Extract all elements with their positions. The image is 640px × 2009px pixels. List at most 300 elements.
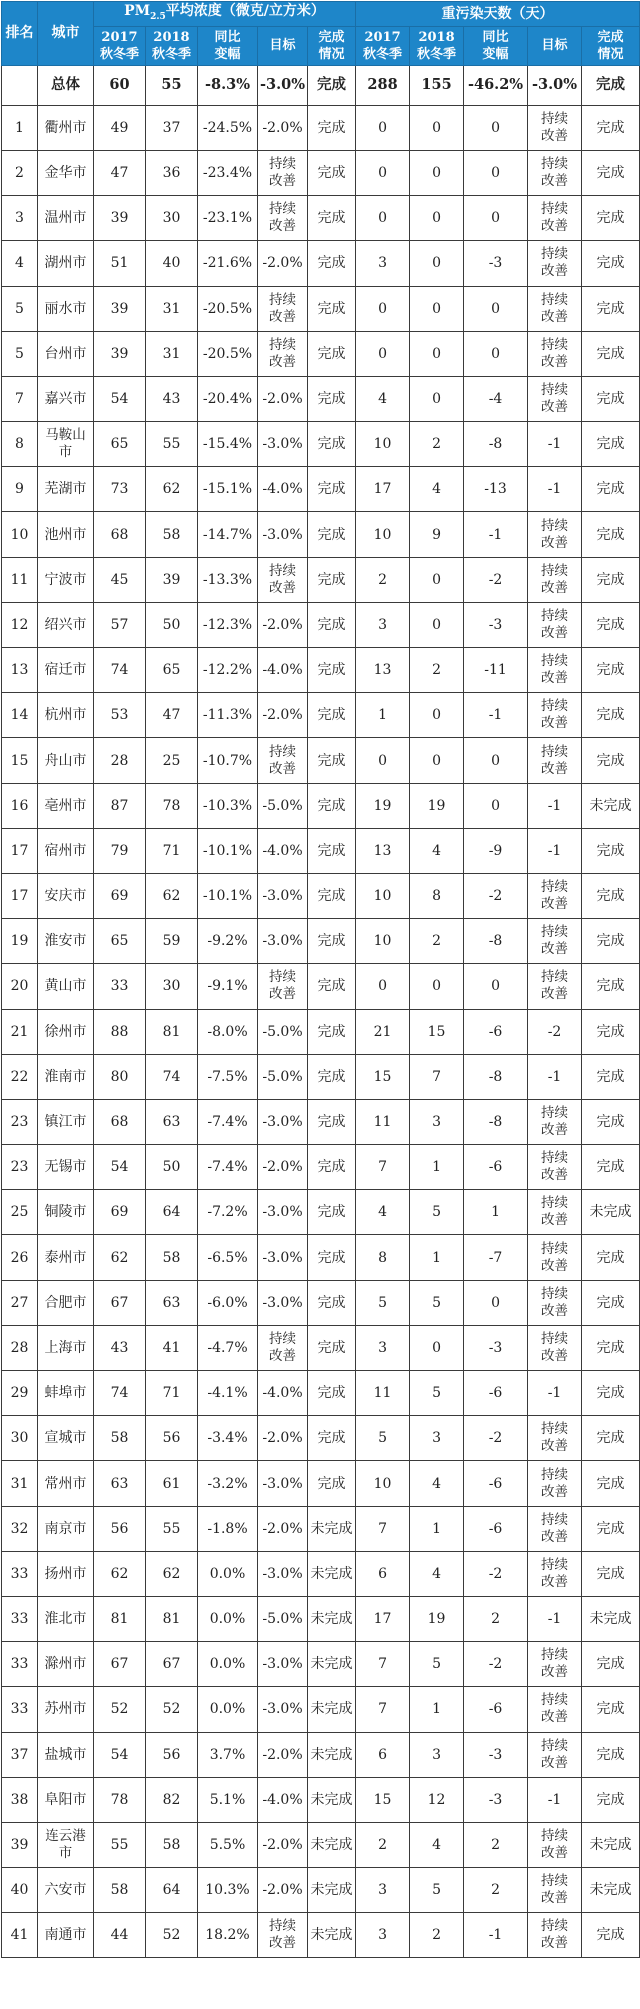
cell-d2018: 8: [410, 873, 464, 918]
cell-d-target: 持续 改善: [528, 557, 582, 602]
cell-d-change: -6: [464, 1687, 528, 1732]
cell-d-target: 持续 改善: [528, 1732, 582, 1777]
cell-d-target: 持续 改善: [528, 196, 582, 241]
cell-d2017: 7: [356, 1687, 410, 1732]
cell-d-target: 持续 改善: [528, 150, 582, 195]
cell-d-change: -13: [464, 467, 528, 512]
cell-d2018: 0: [410, 738, 464, 783]
cell-pm2018: 50: [146, 602, 198, 647]
cell-pm-change: -13.3%: [198, 557, 258, 602]
cell-d2017: 0: [356, 738, 410, 783]
pm25-ranking-table: [1, 1, 640, 1958]
cell-pm2017: 55: [94, 1822, 146, 1867]
cell-pm-change: -1.8%: [198, 1506, 258, 1551]
cell-pm2018: 71: [146, 828, 198, 873]
cell-pm-status: 完成: [308, 422, 356, 467]
cell-city: 温州市: [38, 196, 94, 241]
cell-d2018: 0: [410, 964, 464, 1009]
cell-d-target: 持续 改善: [528, 1913, 582, 1958]
cell-rank: 33: [2, 1596, 38, 1641]
cell-pm-status: 完成: [308, 1461, 356, 1506]
cell-d2017: 0: [356, 286, 410, 331]
cell-d-target: 持续 改善: [528, 512, 582, 557]
cell-pm2017: 54: [94, 1145, 146, 1190]
cell-pm-target: -4.0%: [258, 828, 308, 873]
cell-pm-target: -3.0%: [258, 422, 308, 467]
cell-city: 六安市: [38, 1868, 94, 1913]
table-row: [2, 919, 640, 964]
table-row: [2, 196, 640, 241]
cell-pm2018: 62: [146, 1551, 198, 1596]
cell-pm-target: -5.0%: [258, 1009, 308, 1054]
cell-d2018: 1: [410, 1145, 464, 1190]
cell-d-change: -3: [464, 241, 528, 286]
cell-pm-target: -4.0%: [258, 1371, 308, 1416]
cell-city: 黄山市: [38, 964, 94, 1009]
cell-rank: 17: [2, 873, 38, 918]
table-row: [2, 1461, 640, 1506]
cell-d2018: 9: [410, 512, 464, 557]
table-body: [2, 65, 640, 1958]
cell-rank: 8: [2, 422, 38, 467]
cell-d-status: 完成: [582, 557, 640, 602]
cell-pm2018: 43: [146, 376, 198, 421]
cell-pm-change: -14.7%: [198, 512, 258, 557]
cell-pm2018: 58: [146, 1235, 198, 1280]
cell-pm-target: 持续 改善: [258, 964, 308, 1009]
table-row: [2, 105, 640, 150]
cell-rank: 26: [2, 1235, 38, 1280]
cell-d2017: 3: [356, 241, 410, 286]
cell-pm2017: 39: [94, 196, 146, 241]
cell-d-status: 完成: [582, 150, 640, 195]
cell-d-target: -1: [528, 783, 582, 828]
table-row: [2, 1868, 640, 1913]
cell-rank: 19: [2, 919, 38, 964]
cell-pm-change: -20.5%: [198, 286, 258, 331]
cell-d-target: 持续 改善: [528, 241, 582, 286]
cell-pm2018: 25: [146, 738, 198, 783]
cell-d-target: 持续 改善: [528, 1461, 582, 1506]
cell-d-change: -1: [464, 1913, 528, 1958]
cell-city: 亳州市: [38, 783, 94, 828]
cell-pm-target: -2.0%: [258, 1868, 308, 1913]
cell-city: 无锡市: [38, 1145, 94, 1190]
cell-pm-change: -3.2%: [198, 1461, 258, 1506]
cell-pm-status: 完成: [308, 693, 356, 738]
cell-city: 杭州市: [38, 693, 94, 738]
cell-d2018: 0: [410, 241, 464, 286]
cell-pm-change: -15.1%: [198, 467, 258, 512]
cell-pm2018: 56: [146, 1732, 198, 1777]
cell-pm-change: -12.2%: [198, 648, 258, 693]
cell-pm-change: -11.3%: [198, 693, 258, 738]
cell-d2017: 5: [356, 1416, 410, 1461]
cell-pm-status: 完成: [308, 467, 356, 512]
cell-pm2017: 58: [94, 1416, 146, 1461]
cell-pm2017: 65: [94, 422, 146, 467]
cell-pm-target: -2.0%: [258, 1416, 308, 1461]
cell-d2017: 6: [356, 1551, 410, 1596]
cell-pm2017: 51: [94, 241, 146, 286]
cell-d2017: 0: [356, 331, 410, 376]
cell-pm2017: 49: [94, 105, 146, 150]
cell-d-target: 持续 改善: [528, 1099, 582, 1144]
cell-d-target: 持续 改善: [528, 1506, 582, 1551]
table-row: [2, 1551, 640, 1596]
cell-d2017: 21: [356, 1009, 410, 1054]
cell-pm2017: 39: [94, 286, 146, 331]
cell-pm2018: 47: [146, 693, 198, 738]
cell-pm-status: 未完成: [308, 1868, 356, 1913]
cell-pm-status: 完成: [308, 150, 356, 195]
cell-d-change: -3: [464, 1777, 528, 1822]
cell-rank: 25: [2, 1190, 38, 1235]
cell-city: 扬州市: [38, 1551, 94, 1596]
cell-d-change: 0: [464, 196, 528, 241]
header-days-change: 同比 变幅: [464, 26, 528, 65]
table-row: [2, 1687, 640, 1732]
cell-pm-target: -3.0%: [258, 1642, 308, 1687]
cell-d-status: 完成: [582, 1009, 640, 1054]
cell-pm2018: 65: [146, 648, 198, 693]
cell-pm2018: 37: [146, 105, 198, 150]
cell-pm-change: -4.7%: [198, 1325, 258, 1370]
cell-pm-change: 10.3%: [198, 1868, 258, 1913]
cell-d2018: 2: [410, 648, 464, 693]
cell-d-change: -6: [464, 1461, 528, 1506]
cell-d-target: 持续 改善: [528, 1235, 582, 1280]
cell-d-target: 持续 改善: [528, 1280, 582, 1325]
cell-pm-status: 完成: [308, 105, 356, 150]
table-row: [2, 422, 640, 467]
cell-d-change: 0: [464, 286, 528, 331]
cell-d2018: 0: [410, 196, 464, 241]
cell-d2017: 1: [356, 693, 410, 738]
cell-d2017: 11: [356, 1099, 410, 1144]
cell-rank: 32: [2, 1506, 38, 1551]
cell-pm-target: 持续 改善: [258, 331, 308, 376]
total-rank-cell: [2, 65, 38, 105]
cell-d2017: 8: [356, 1235, 410, 1280]
cell-d-target: -1: [528, 1054, 582, 1099]
cell-pm-status: 完成: [308, 602, 356, 647]
cell-pm-change: -20.4%: [198, 376, 258, 421]
header-days-2017: 2017 秋冬季: [356, 26, 410, 65]
cell-pm2018: 55: [146, 422, 198, 467]
cell-d-change: 0: [464, 331, 528, 376]
cell-pm2017: 80: [94, 1054, 146, 1099]
cell-d-target: 持续 改善: [528, 602, 582, 647]
cell-pm-status: 完成: [308, 1145, 356, 1190]
cell-pm-status: 完成: [308, 557, 356, 602]
cell-city: 衢州市: [38, 105, 94, 150]
table-row: [2, 1280, 640, 1325]
cell-city: 宿州市: [38, 828, 94, 873]
cell-pm-status: 未完成: [308, 1551, 356, 1596]
cell-d2018: 4: [410, 1461, 464, 1506]
cell-d-status: 未完成: [582, 1822, 640, 1867]
cell-d2017: 10: [356, 873, 410, 918]
table-row: [2, 512, 640, 557]
total-pm2017: 60: [94, 65, 146, 105]
cell-d-status: 完成: [582, 1280, 640, 1325]
cell-d2017: 3: [356, 602, 410, 647]
header-pollution-group: 重污染天数（天）: [356, 2, 640, 27]
cell-d-status: 完成: [582, 1777, 640, 1822]
cell-city: 淮北市: [38, 1596, 94, 1641]
cell-d-status: 完成: [582, 693, 640, 738]
table-row: [2, 286, 640, 331]
cell-d-change: -1: [464, 512, 528, 557]
cell-rank: 39: [2, 1822, 38, 1867]
cell-rank: 23: [2, 1099, 38, 1144]
cell-pm-status: 完成: [308, 1416, 356, 1461]
cell-pm-target: 持续 改善: [258, 1913, 308, 1958]
cell-pm-target: 持续 改善: [258, 557, 308, 602]
cell-pm-change: -6.0%: [198, 1280, 258, 1325]
cell-d-status: 完成: [582, 1371, 640, 1416]
cell-city: 铜陵市: [38, 1190, 94, 1235]
cell-d-change: -3: [464, 1732, 528, 1777]
cell-rank: 17: [2, 828, 38, 873]
cell-rank: 23: [2, 1145, 38, 1190]
cell-pm-status: 完成: [308, 376, 356, 421]
cell-rank: 30: [2, 1416, 38, 1461]
cell-d-status: 完成: [582, 512, 640, 557]
table-row: [2, 738, 640, 783]
cell-d-target: -2: [528, 1009, 582, 1054]
cell-d-change: -8: [464, 919, 528, 964]
cell-rank: 3: [2, 196, 38, 241]
cell-pm-target: -2.0%: [258, 241, 308, 286]
cell-d2018: 15: [410, 1009, 464, 1054]
cell-pm2018: 31: [146, 331, 198, 376]
cell-d-status: 完成: [582, 422, 640, 467]
cell-d-status: 完成: [582, 1506, 640, 1551]
cell-d-status: 完成: [582, 1145, 640, 1190]
cell-city: 绍兴市: [38, 602, 94, 647]
table-row: [2, 1913, 640, 1958]
cell-rank: 15: [2, 738, 38, 783]
table-row: [2, 1235, 640, 1280]
cell-d2018: 5: [410, 1868, 464, 1913]
table-row: [2, 1190, 640, 1235]
cell-d2018: 5: [410, 1190, 464, 1235]
cell-city: 连云港 市: [38, 1822, 94, 1867]
cell-pm-target: -4.0%: [258, 467, 308, 512]
cell-city: 宣城市: [38, 1416, 94, 1461]
cell-city: 合肥市: [38, 1280, 94, 1325]
cell-pm2017: 33: [94, 964, 146, 1009]
cell-pm-status: 完成: [308, 964, 356, 1009]
table-row: [2, 1009, 640, 1054]
cell-pm-status: 完成: [308, 873, 356, 918]
cell-d2017: 15: [356, 1777, 410, 1822]
cell-d2017: 2: [356, 1822, 410, 1867]
total-d2017: 288: [356, 65, 410, 105]
cell-city: 徐州市: [38, 1009, 94, 1054]
cell-city: 常州市: [38, 1461, 94, 1506]
total-pm-change: -8.3%: [198, 65, 258, 105]
cell-pm-target: -5.0%: [258, 783, 308, 828]
cell-pm-change: 0.0%: [198, 1551, 258, 1596]
cell-d-status: 未完成: [582, 1868, 640, 1913]
cell-d-target: 持续 改善: [528, 1190, 582, 1235]
total-d-change: -46.2%: [464, 65, 528, 105]
cell-rank: 38: [2, 1777, 38, 1822]
cell-d2018: 0: [410, 693, 464, 738]
cell-pm-change: -10.1%: [198, 828, 258, 873]
cell-d2018: 2: [410, 919, 464, 964]
cell-d-change: -2: [464, 1642, 528, 1687]
cell-pm-change: -10.1%: [198, 873, 258, 918]
cell-pm2018: 59: [146, 919, 198, 964]
pm-subscript: 2.5: [150, 11, 166, 22]
cell-pm2017: 54: [94, 1732, 146, 1777]
cell-pm2017: 47: [94, 150, 146, 195]
cell-d2017: 17: [356, 1596, 410, 1641]
cell-pm-status: 未完成: [308, 1506, 356, 1551]
cell-pm-change: 0.0%: [198, 1596, 258, 1641]
cell-pm-status: 未完成: [308, 1596, 356, 1641]
cell-pm-change: -3.4%: [198, 1416, 258, 1461]
cell-d-target: 持续 改善: [528, 1145, 582, 1190]
header-pm-2018: 2018 秋冬季: [146, 26, 198, 65]
cell-pm-status: 完成: [308, 1371, 356, 1416]
cell-d-status: 完成: [582, 1913, 640, 1958]
cell-d-change: -6: [464, 1009, 528, 1054]
cell-pm2018: 64: [146, 1190, 198, 1235]
cell-pm2018: 58: [146, 512, 198, 557]
cell-d2017: 11: [356, 1371, 410, 1416]
cell-d2018: 19: [410, 783, 464, 828]
cell-d-target: 持续 改善: [528, 376, 582, 421]
cell-pm-status: 完成: [308, 1325, 356, 1370]
cell-d2017: 15: [356, 1054, 410, 1099]
cell-pm2018: 52: [146, 1687, 198, 1732]
total-pm2018: 55: [146, 65, 198, 105]
cell-pm-status: 完成: [308, 1190, 356, 1235]
cell-pm2018: 71: [146, 1371, 198, 1416]
cell-pm-target: -3.0%: [258, 1687, 308, 1732]
cell-d2017: 4: [356, 376, 410, 421]
cell-d2018: 2: [410, 1913, 464, 1958]
cell-pm-target: -3.0%: [258, 1461, 308, 1506]
cell-pm-status: 完成: [308, 648, 356, 693]
cell-pm-change: -9.1%: [198, 964, 258, 1009]
cell-d2018: 0: [410, 557, 464, 602]
header-city: 城市: [38, 2, 94, 66]
cell-pm-status: 完成: [308, 738, 356, 783]
cell-d2018: 1: [410, 1506, 464, 1551]
cell-pm2017: 54: [94, 376, 146, 421]
cell-city: 淮南市: [38, 1054, 94, 1099]
cell-city: 丽水市: [38, 286, 94, 331]
cell-pm2018: 62: [146, 467, 198, 512]
cell-d-change: -2: [464, 1416, 528, 1461]
header-pm-change: 同比 变幅: [198, 26, 258, 65]
cell-pm2017: 67: [94, 1642, 146, 1687]
table-row: [2, 241, 640, 286]
cell-pm-target: -2.0%: [258, 1822, 308, 1867]
cell-d2017: 13: [356, 828, 410, 873]
cell-pm-status: 完成: [308, 196, 356, 241]
cell-d-status: 完成: [582, 467, 640, 512]
cell-pm-target: -3.0%: [258, 1551, 308, 1596]
cell-d-target: 持续 改善: [528, 964, 582, 1009]
cell-city: 上海市: [38, 1325, 94, 1370]
cell-d-status: 完成: [582, 873, 640, 918]
cell-d-change: 0: [464, 105, 528, 150]
cell-rank: 20: [2, 964, 38, 1009]
table-row: [2, 1777, 640, 1822]
cell-d-change: -9: [464, 828, 528, 873]
table-row: [2, 150, 640, 195]
cell-d2018: 0: [410, 150, 464, 195]
cell-pm2017: 68: [94, 1099, 146, 1144]
cell-city: 芜湖市: [38, 467, 94, 512]
cell-pm2018: 39: [146, 557, 198, 602]
cell-pm2018: 62: [146, 873, 198, 918]
total-pm-target: -3.0%: [258, 65, 308, 105]
cell-rank: 33: [2, 1642, 38, 1687]
cell-pm2018: 82: [146, 1777, 198, 1822]
cell-pm2017: 63: [94, 1461, 146, 1506]
header-days-status: 完成 情况: [582, 26, 640, 65]
table-row: [2, 1145, 640, 1190]
cell-d-change: 0: [464, 964, 528, 1009]
cell-d-change: -11: [464, 648, 528, 693]
cell-city: 滁州市: [38, 1642, 94, 1687]
cell-rank: 12: [2, 602, 38, 647]
cell-d-change: -6: [464, 1371, 528, 1416]
cell-pm-change: 0.0%: [198, 1642, 258, 1687]
cell-pm-change: -10.3%: [198, 783, 258, 828]
cell-pm-change: 5.5%: [198, 1822, 258, 1867]
cell-rank: 1: [2, 105, 38, 150]
cell-pm-status: 完成: [308, 1054, 356, 1099]
cell-pm2017: 67: [94, 1280, 146, 1325]
cell-pm-change: -23.1%: [198, 196, 258, 241]
cell-city: 淮安市: [38, 919, 94, 964]
table-row: [2, 1596, 640, 1641]
cell-d2018: 3: [410, 1416, 464, 1461]
cell-pm2018: 50: [146, 1145, 198, 1190]
total-row: [2, 65, 640, 105]
cell-pm-change: -8.0%: [198, 1009, 258, 1054]
cell-d2017: 3: [356, 1325, 410, 1370]
cell-d2017: 4: [356, 1190, 410, 1235]
table-row: [2, 1732, 640, 1777]
cell-pm-target: 持续 改善: [258, 196, 308, 241]
cell-d2017: 13: [356, 648, 410, 693]
cell-pm-change: -10.7%: [198, 738, 258, 783]
cell-pm2018: 30: [146, 964, 198, 1009]
cell-d2018: 0: [410, 105, 464, 150]
cell-pm2017: 45: [94, 557, 146, 602]
cell-rank: 40: [2, 1868, 38, 1913]
cell-pm-status: 完成: [308, 1009, 356, 1054]
cell-rank: 4: [2, 241, 38, 286]
cell-pm-status: 完成: [308, 1235, 356, 1280]
cell-d2017: 17: [356, 467, 410, 512]
cell-d-change: -6: [464, 1506, 528, 1551]
cell-d-status: 完成: [582, 1687, 640, 1732]
cell-d-status: 完成: [582, 738, 640, 783]
cell-pm2017: 58: [94, 1868, 146, 1913]
cell-d-status: 完成: [582, 919, 640, 964]
